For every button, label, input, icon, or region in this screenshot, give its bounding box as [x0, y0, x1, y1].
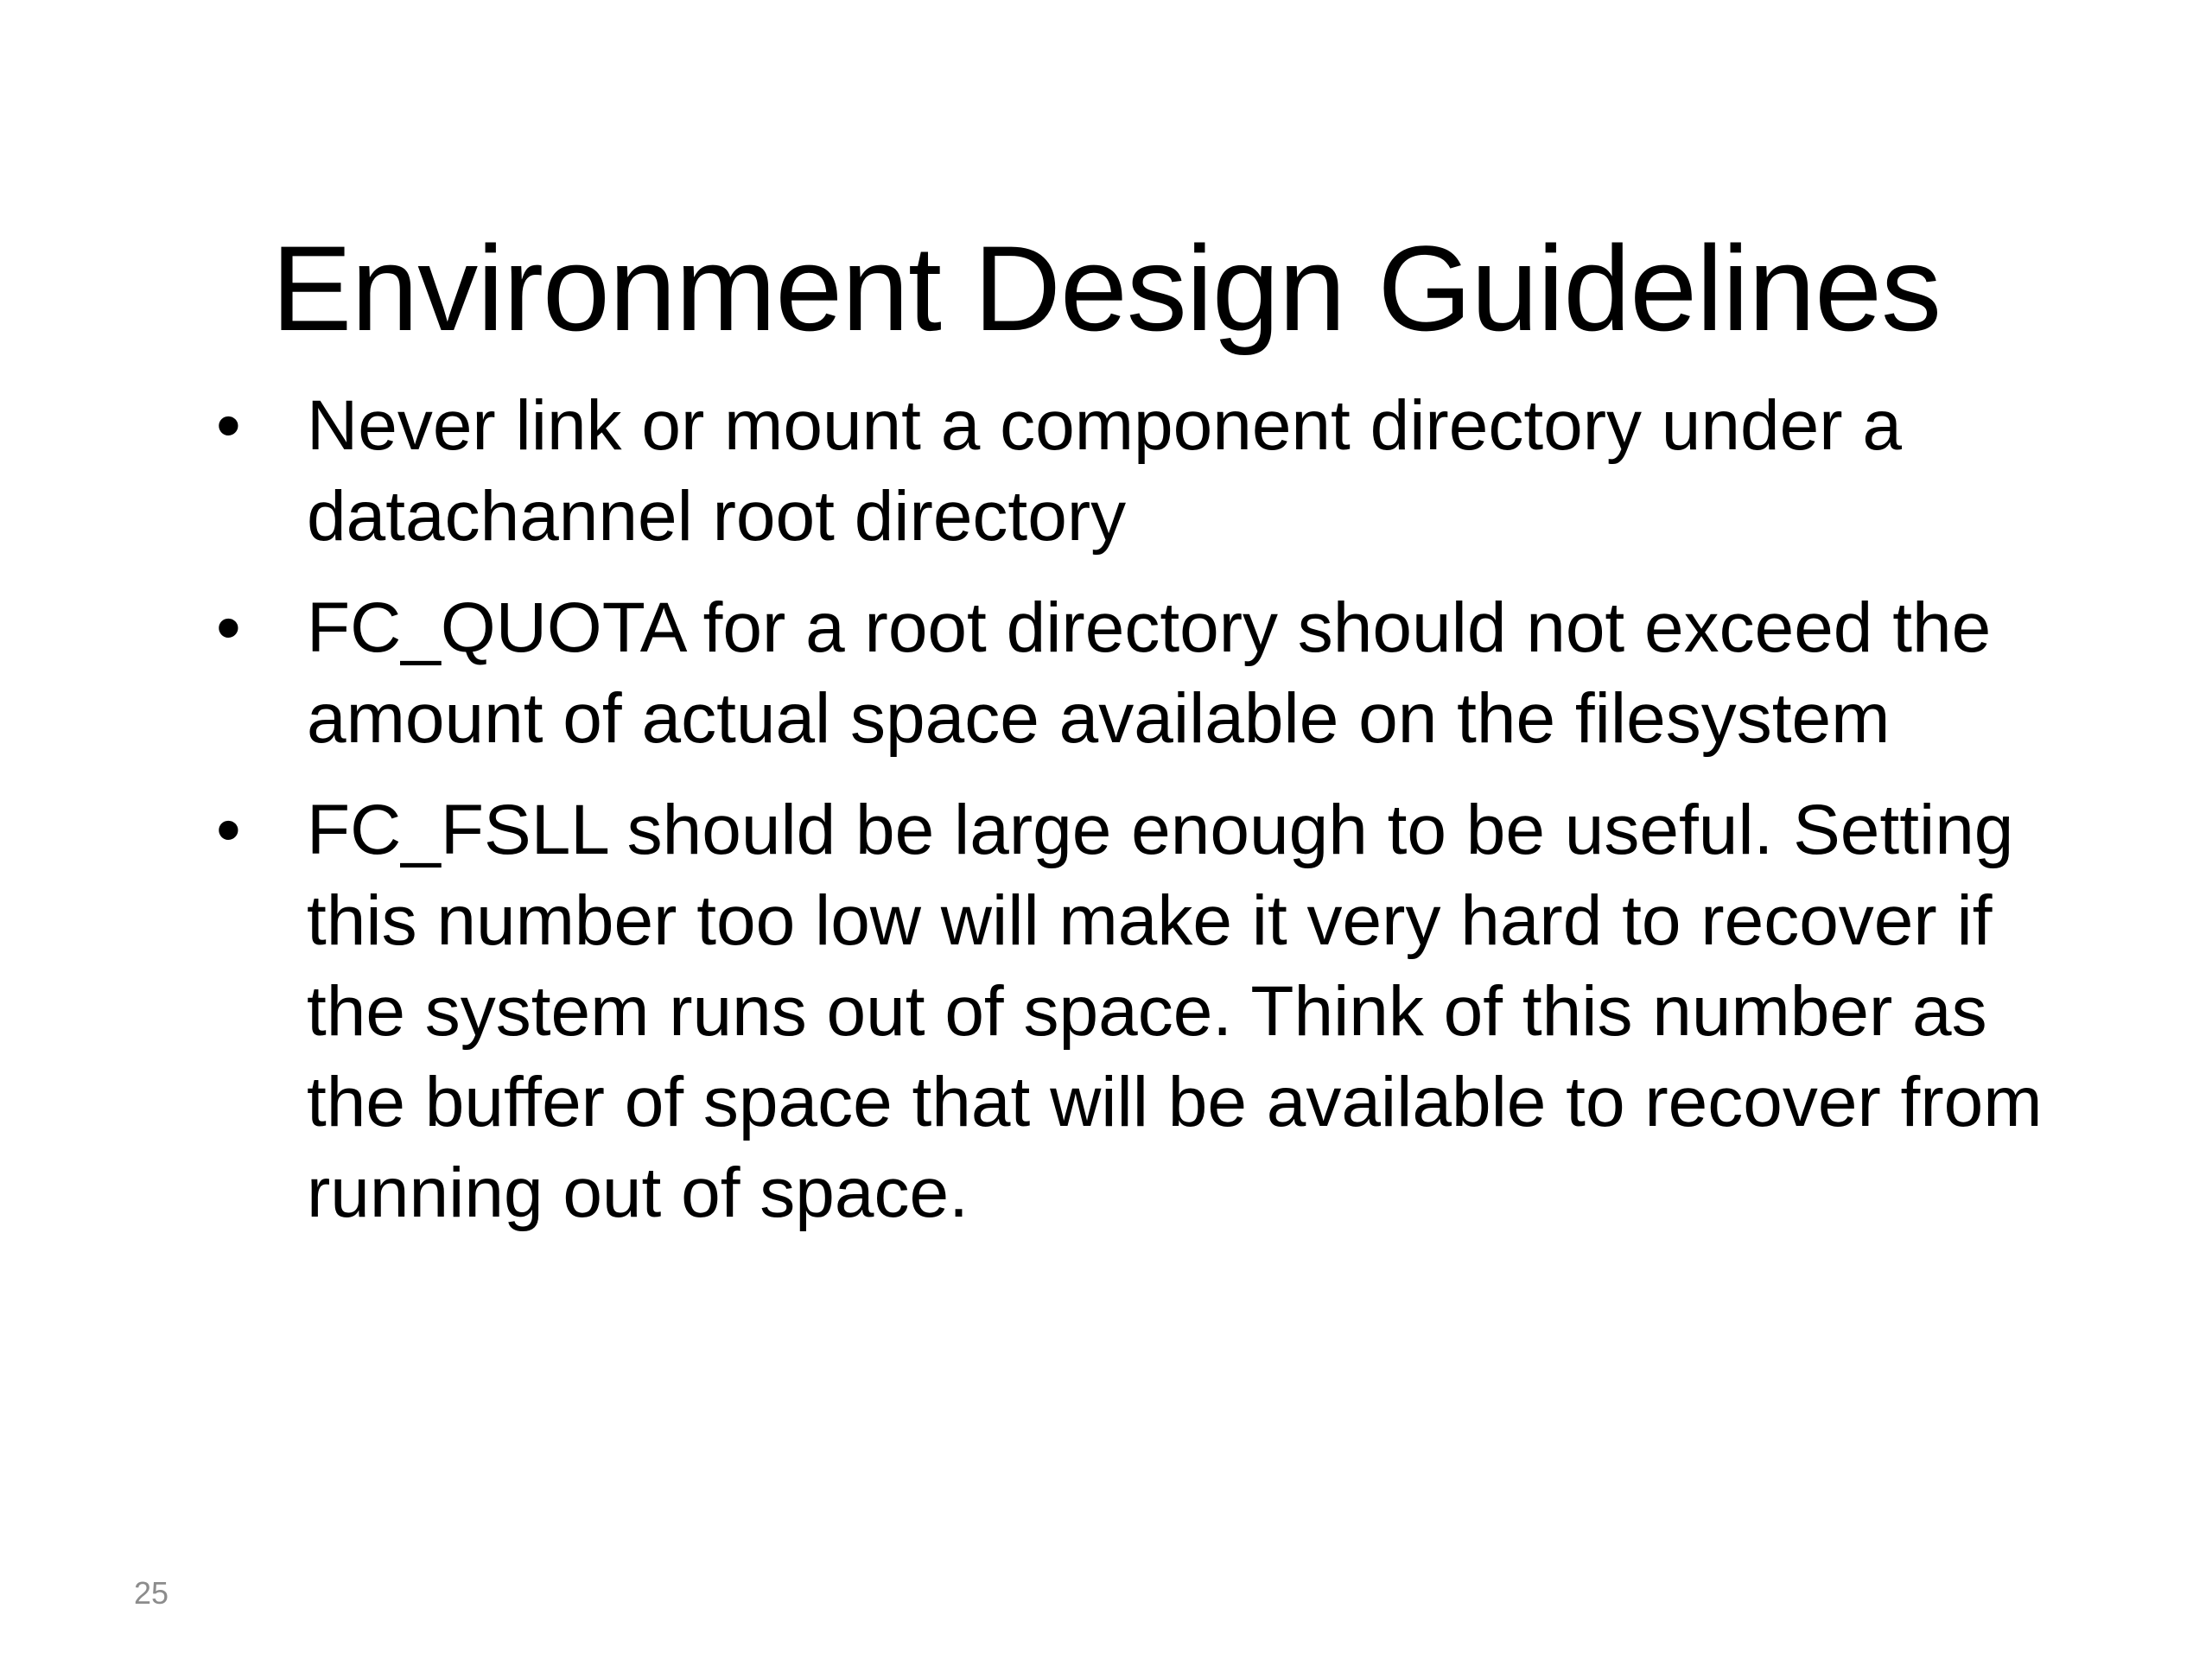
bullet-text: FC_QUOTA for a root directory should not exceed the amount of actual space available on the filesystem [307, 588, 1992, 758]
bullet-dot-icon: • [216, 791, 241, 869]
bullet-dot-icon: • [216, 386, 241, 465]
bullet-list [216, 380, 2048, 1259]
bullet-text: FC_FSLL should be large enough to be useful. Setting this number too low will make it very hard to recover if the system runs out of space. Think of this number as the buffer of space that will be available to recover from running out of space. [307, 791, 2043, 1232]
bullet-item [216, 380, 2048, 562]
bullet-dot-icon: • [216, 588, 241, 667]
slide-title: Environment Design Guidelines [270, 219, 1942, 356]
slide-number: 25 [134, 1575, 169, 1611]
bullet-item [216, 785, 2048, 1238]
bullet-text: Never link or mount a component directory under a datachannel root directory [307, 386, 1902, 556]
bullet-item [216, 582, 2048, 764]
